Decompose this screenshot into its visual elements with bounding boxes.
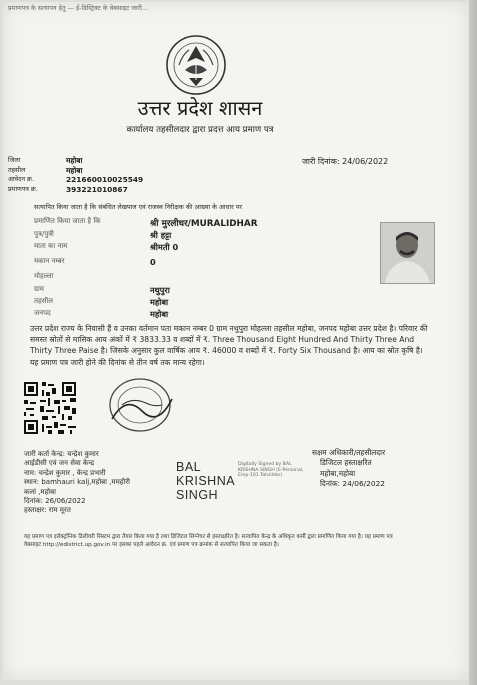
signature-name-line: BAL	[176, 460, 202, 474]
authority-designation: सक्षम अधिकारी/तहसीलदार	[312, 448, 386, 457]
official-stamp	[102, 375, 180, 435]
issuer-block	[24, 450, 130, 516]
meta-value: महोबा	[66, 156, 83, 165]
field-row-name	[34, 217, 258, 229]
certificate-body-text: उत्तर प्रदेश राज्य के निवासी हैं व उनका वर्तमान पता मकान नम्बर 0 ग्राम नथुपुरा मोहल्ला तहसील महोबा, जनपद महोबा उत्तर प्रदेश है। परिवार की समस्त स्रोतों से मासिक आय अंकों में ₹ 3833.33 व शब्दों में ₹. Three Thousand Eight Hundred And Thirty Three And Thirty Three Paise है। जिसके अनुसार कुल वार्षिक आय ₹. 46000 व शब्दों में ₹. Forty Six Thousand है। आय का स्रोत कृषि है। यह प्रमाण पत्र जारी होने की दिनांक से तीन वर्ष तक मान्य रहेगा।	[30, 324, 428, 367]
authority-block	[312, 448, 385, 490]
authority-place: महोबा,महोबा	[320, 468, 356, 478]
field-row-village	[34, 285, 170, 296]
field-row-district	[34, 309, 168, 320]
meta-label: जिला	[8, 156, 21, 164]
issuer-line: दिनांक: 26/06/2022	[24, 497, 86, 506]
document-title: उत्तर प्रदेश शासन	[137, 96, 263, 120]
issuer-line: स्थान: bamhauri kalj,महोबा ,ममहौरी	[24, 478, 130, 487]
meta-label: तहसील	[8, 165, 26, 174]
field-value: नथुपुरा	[150, 285, 170, 295]
meta-row-district	[8, 156, 143, 166]
qr-code[interactable]	[22, 380, 78, 436]
signature-name-line: KRISHNA	[176, 474, 236, 488]
field-label: मोहल्ला	[34, 272, 54, 280]
meta-block	[8, 156, 143, 194]
field-label: माता का नाम	[34, 242, 68, 250]
field-value: श्री मुरलीधर/MURALIDHAR	[150, 219, 258, 229]
field-label: पुत्र/पुत्री	[34, 230, 54, 238]
field-value: 0	[150, 257, 156, 267]
field-row-locality	[34, 272, 150, 281]
meta-row-tehsil	[8, 166, 143, 176]
intro-text: सत्यापित किया जाता है कि संबंधित लेखपाल एवं राजस्व निरीक्षक की आख्या के आधार पर	[34, 203, 243, 211]
top-corner-note: प्रमाणपत्र के सत्यापन हेतु — ई-डिस्ट्रिक्ट के वेबसाइट जारी...	[8, 4, 148, 12]
signature-name-line: SINGH	[176, 488, 219, 502]
issuer-line: जारी कर्ता केन्द्र: चन्द्रेश कुमार	[24, 450, 99, 458]
meta-value: 393221010867	[66, 184, 128, 194]
issuer-line: आईडीसी एवं जन सेवा केन्द्र	[24, 459, 95, 468]
field-row-mother	[34, 242, 178, 253]
field-label: जनपद	[34, 309, 51, 317]
meta-row-application-no	[8, 175, 143, 185]
digital-signature-note: Digitally Signed by BAL KRISHNA SINGH (E-Personal, Emp-101 Tahsildar)	[238, 462, 304, 479]
field-row-father	[34, 230, 171, 241]
issuer-line: नाम: चन्द्रेश कुमार , केन्द्र प्रभारी	[24, 468, 106, 477]
page-edge	[469, 0, 477, 685]
field-row-house-no	[34, 257, 156, 267]
field-value: श्रीमती 0	[150, 242, 179, 252]
issuer-line: कलां ,महोबा	[24, 487, 56, 496]
document-subtitle: कार्यालय तहसीलदार द्वारा प्रदत्त आय प्रमाण पत्र	[126, 125, 274, 135]
issue-date: जारी दिनांक: 24/06/2022	[302, 157, 389, 166]
field-label: तहसील	[34, 297, 53, 305]
meta-label: प्रमाणपत्र क्र.	[8, 184, 38, 193]
applicant-photo	[380, 222, 435, 284]
meta-row-certificate-no	[8, 185, 143, 195]
authority-date: दिनांक: 24/06/2022	[320, 479, 385, 489]
meta-value: महोबा	[66, 165, 83, 175]
footer-note: यह प्रमाण पत्र इलेक्ट्रॉनिक डिलीवरी सिस्टम द्वारा तैयार किया गया है तथा डिजिटल सिग्नेचर से हस्ताक्षरित है। सत्यापित केन्द्र के अधिकृत कर्मी द्वारा प्रमाणित किया गया है। यह प्रमाण पत्र वेबसाइट http://edistrict.up.gov.in पर इसका पहले आवेदन क्र. एवं प्रमाण पत्र क्रमांक से सत्यापित किया जा सकता है।	[24, 534, 393, 548]
field-label: ग्राम	[34, 285, 44, 293]
digital-signature-name	[176, 460, 235, 502]
authority-signed: डिजिटल हस्ताक्षरित	[320, 458, 372, 468]
field-value: महोबा	[150, 309, 169, 319]
meta-label: आवेदन क्र.	[8, 175, 34, 184]
up-government-emblem-icon	[165, 34, 227, 96]
meta-value: 221660010025549	[66, 175, 144, 185]
issuer-line: हस्ताक्षर: राम मूरत	[24, 506, 71, 515]
field-label: प्रमाणित किया जाता है कि	[34, 217, 101, 225]
field-row-tehsil	[34, 297, 168, 308]
field-label: मकान नम्बर	[34, 257, 65, 265]
field-value: महोबा	[150, 297, 169, 307]
field-value: श्री हट्टा	[150, 230, 172, 240]
